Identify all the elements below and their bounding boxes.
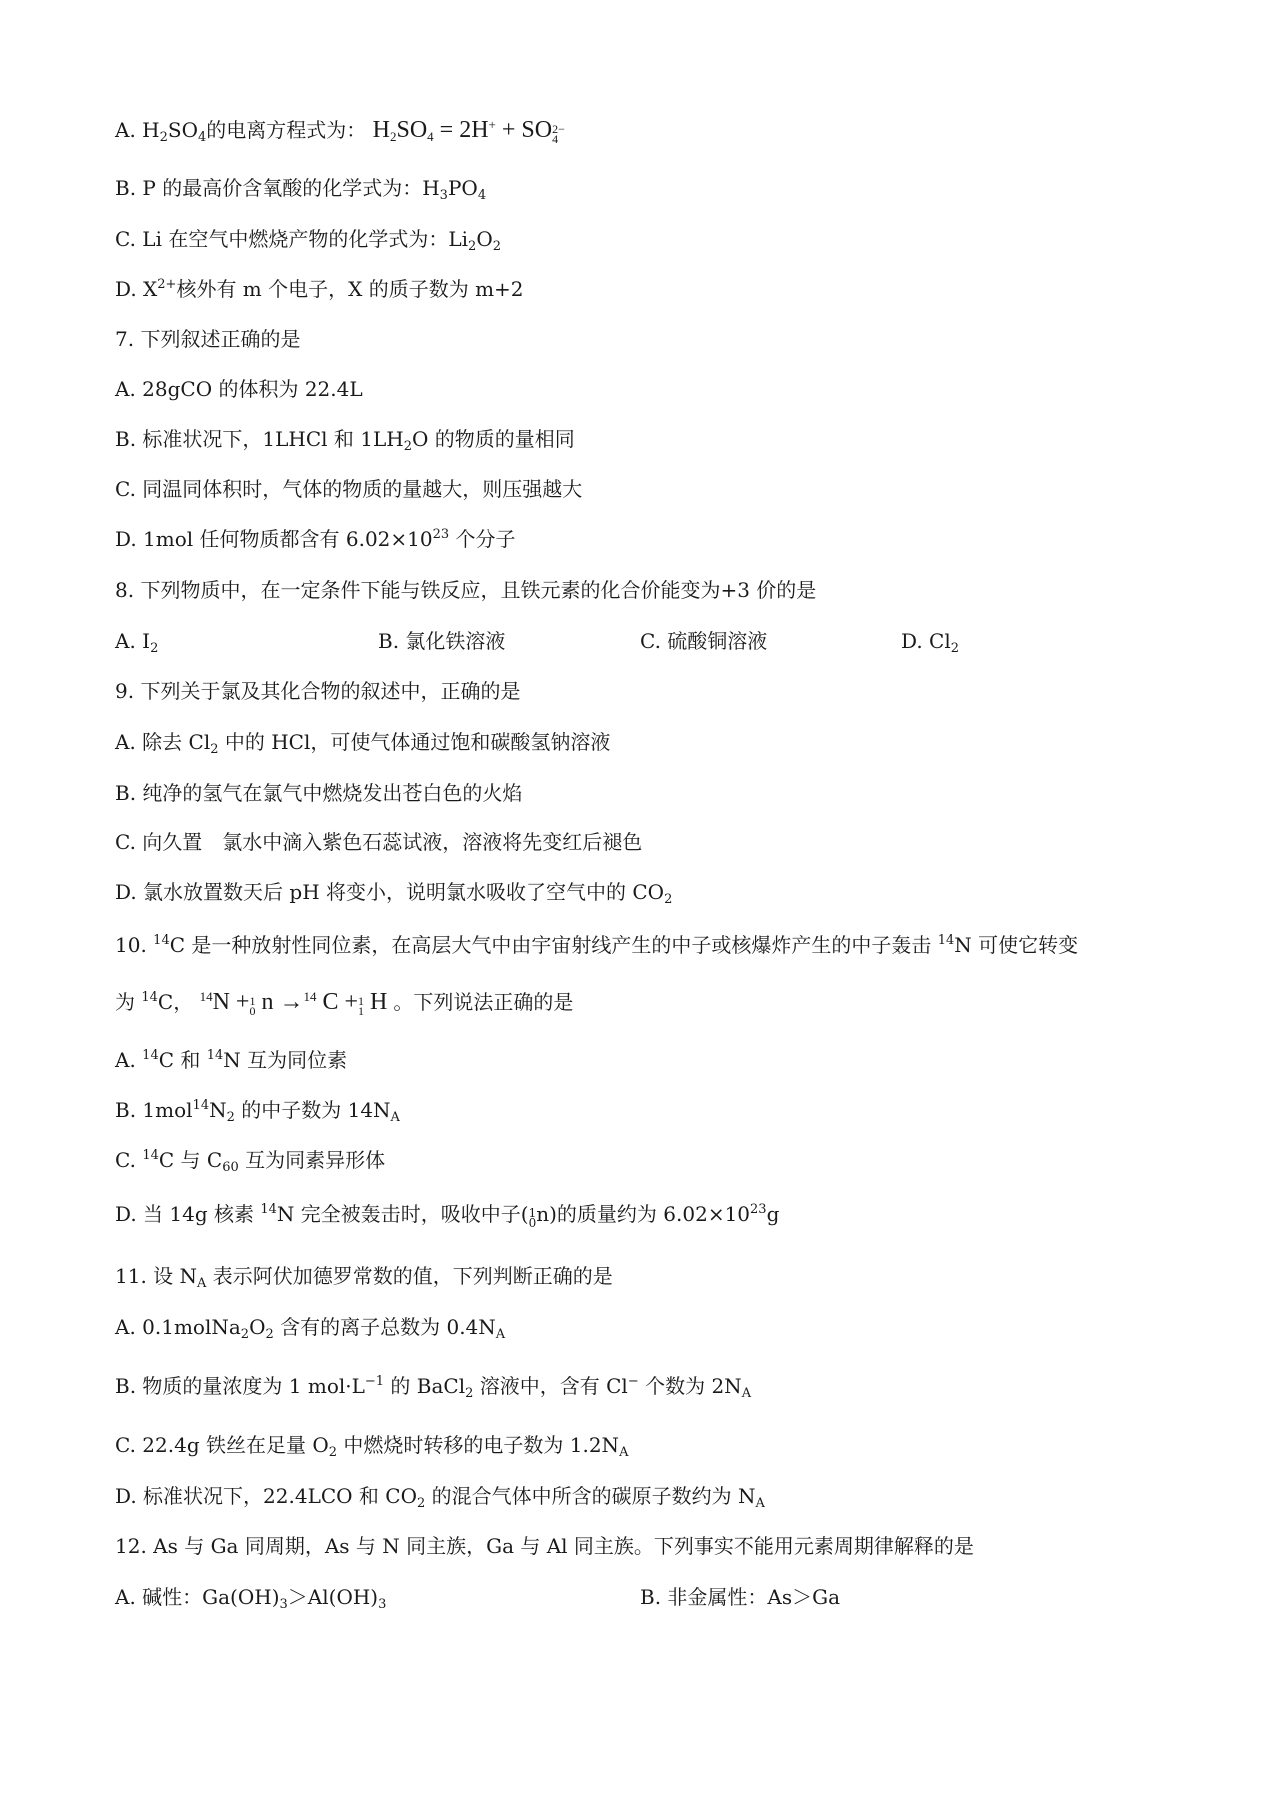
q9-stem: 9. 下列关于氯及其化合物的叙述中，正确的是 <box>115 679 521 703</box>
q10-option-c: C. $^{14}$C 与 $C_{60}$ 互为同素异形体 <box>115 1148 386 1175</box>
q6-option-c: C. Li 在空气中燃烧产物的化学式为：$Li_2O_2$ <box>115 227 501 254</box>
q8-option-d: D. $Cl_2$ <box>901 629 960 656</box>
q6-option-b: B. P 的最高价含氧酸的化学式为：$H_3PO_4$ <box>115 176 487 203</box>
q8-option-c: C. 硫酸铜溶液 <box>640 629 768 653</box>
q9-option-d: D. 氯水放置数天后 pH 将变小，说明氯水吸收了空气中的 $CO_2$ <box>115 880 673 907</box>
q7-option-c: C. 同温同体积时，气体的物质的量越大，则压强越大 <box>115 477 583 501</box>
q7-stem: 7. 下列叙述正确的是 <box>115 327 301 351</box>
q9-option-b: B. 纯净的氢气在氯气中燃烧发出苍白色的火焰 <box>115 781 523 805</box>
q6-option-d: D. $X^{2+}$核外有 m 个电子，X 的质子数为 m+2 <box>115 277 524 301</box>
q8-stem: 8. 下列物质中，在一定条件下能与铁反应，且铁元素的化合价能变为+3 价的是 <box>115 578 817 602</box>
q8-option-b: B. 氯化铁溶液 <box>378 629 506 653</box>
q10-stem-line1: 10. $^{14}$C 是一种放射性同位素，在高层大气中由宇宙射线产生的中子或核爆炸产生的中子轰击 $^{14}$N 可使它转变 <box>115 933 1079 957</box>
q12-stem: 12. As 与 Ga 同周期，As 与 N 同主族，Ga 与 Al 同主族。下列事实不能用元素周期律解释的是 <box>115 1534 974 1558</box>
q9-option-c: C. 向久置 氯水中滴入紫色石蕊试液，溶液将先变红后褪色 <box>115 830 643 854</box>
q11-stem: 11. 设 $N_A$ 表示阿伏加德罗常数的值，下列判断正确的是 <box>115 1264 613 1291</box>
q12-option-b: B. 非金属性：As＞Ga <box>640 1585 841 1609</box>
q11-option-d: D. 标准状况下，22.4LCO 和 $CO_2$ 的混合气体中所含的碳原子数约为 $N_A$ <box>115 1484 765 1511</box>
q10-option-b: B. $1mol^{14}N_2$ 的中子数为 $14N_A$ <box>115 1098 400 1125</box>
q12-option-a: A. 碱性：$Ga(OH)_3>Al(OH)_3$ <box>115 1585 387 1612</box>
q7-option-a: A. 28gCO 的体积为 22.4L <box>115 377 363 401</box>
q11-option-c: C. 22.4g 铁丝在足量 $O_2$ 中燃烧时转移的电子数为 $1.2N_A$ <box>115 1433 629 1460</box>
q7-option-d: D. 1mol 任何物质都含有 $6.02\times 10^{23}$ 个分子 <box>115 527 516 551</box>
q6-option-a: A. $H_2SO_4$的电离方程式为： $H_2SO_4 = 2H^+$ + SO 2− 4 <box>115 117 565 146</box>
q8-option-a: A. $I_2$ <box>115 629 159 656</box>
q10-option-a: A. $^{14}$C 和 $^{14}$N 互为同位素 <box>115 1048 348 1072</box>
q10-stem-line2: 为 $^{14}$C， $^{14}$N + 1 0 n →$^{14}$ C + 1 1 H 。下列说法正确的是 <box>115 989 574 1018</box>
q11-option-a: A. $0.1molNa_2O_2$ 含有的离子总数为 $0.4N_A$ <box>115 1315 506 1342</box>
q9-option-a: A. 除去 $Cl_2$ 中的 HCl，可使气体通过饱和碳酸氢钠溶液 <box>115 730 611 757</box>
q7-option-b: B. 标准状况下，1LHCl 和 $1LH_2O$ 的物质的量相同 <box>115 427 575 454</box>
q10-option-d: D. 当 14g 核素 $^{14}$N 完全被轰击时，吸收中子( 1 0 n)的质量约为 $6.02\times 10^{23}g$ <box>115 1202 780 1230</box>
q11-option-b: B. 物质的量浓度为 1 $mol\cdot L^{-1}$ 的 BaCl$_2$ 溶液中，含有 Cl− 个数为 $2N_A$ <box>115 1374 752 1401</box>
ionization-equation: $H_2SO_4 = 2H^+$ + SO 2− 4 <box>372 117 565 146</box>
nuclear-equation: $^{14}$N + 1 0 n →$^{14}$ C + 1 1 H <box>199 989 388 1018</box>
